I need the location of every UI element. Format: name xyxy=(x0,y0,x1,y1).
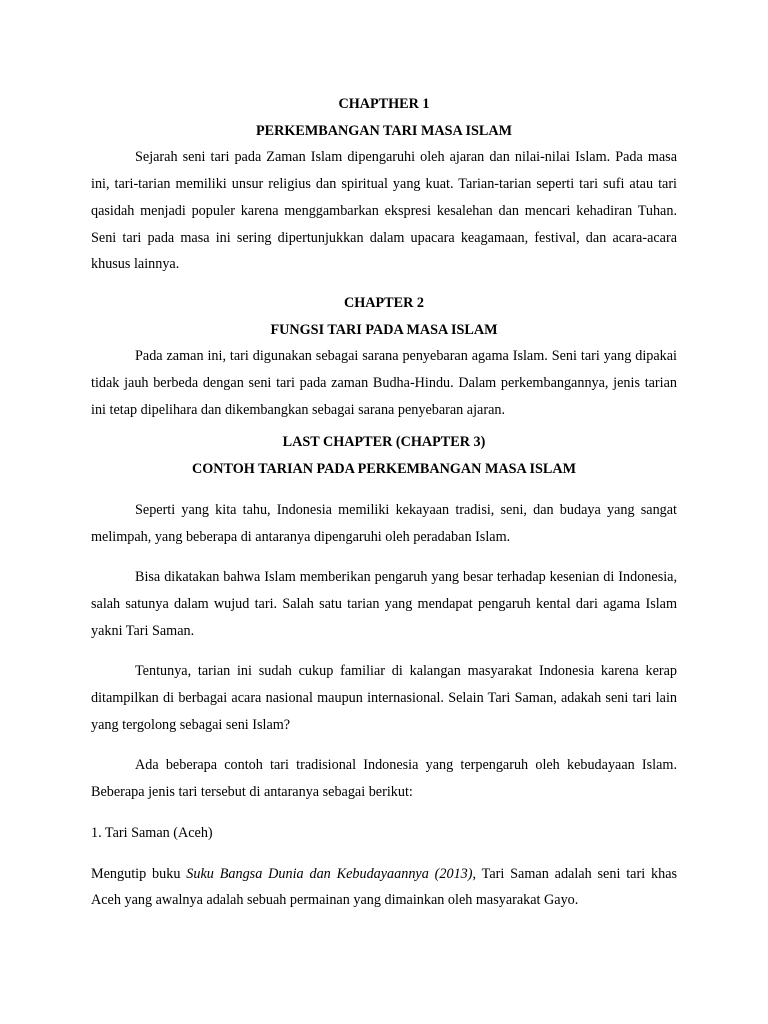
document-body xyxy=(91,91,677,914)
spacer xyxy=(91,483,677,497)
book-title: Suku Bangsa Dunia dan Kebudayaannya (2013), xyxy=(186,865,477,882)
spacer xyxy=(91,644,677,658)
chapter-3-paragraph-3: Tentunya, tarian ini sudah cukup familiar di kalangan masyarakat Indonesia karena kerap ditampilkan di berbagai acara nasional maupun internasional. Selain Tari Saman, adakah seni tari lain yang tergolong sebagai seni Islam? xyxy=(91,663,677,733)
chapter-2-title: CHAPTER 2 xyxy=(343,294,424,311)
chapter-1-title: CHAPTHER 1 xyxy=(338,96,430,112)
spacer xyxy=(91,806,677,820)
quote-lead: Mengutip buku xyxy=(91,865,187,882)
chapter-1-subtitle: PERKEMBANGAN TARI MASA ISLAM xyxy=(255,122,513,139)
spacer xyxy=(91,847,677,861)
chapter-3-subtitle: CONTOH TARIAN PADA PERKEMBANGAN MASA ISLAM xyxy=(191,461,576,478)
chapter-2-paragraph: Pada zaman ini, tari digunakan sebagai sarana penyebaran agama Islam. Seni tari yang dipakai tidak jauh berbeda dengan seni tari pada zaman Budha-Hindu. Dalam perkembangannya, jenis tarian ini tetap dipelihara dan dikembangkan sebagai sarana penyebaran ajaran. xyxy=(91,348,677,418)
chapter-3-paragraph-1: Seperti yang kita tahu, Indonesia memiliki kekayaan tradisi, seni, dan budaya yang sangat melimpah, yang beberapa di antaranya dipengaruhi oleh peradaban Islam. xyxy=(91,501,677,545)
chapter-3-title: LAST CHAPTER (CHAPTER 3) xyxy=(282,434,486,451)
list-item-tari-saman: 1. Tari Saman (Aceh) xyxy=(91,824,213,841)
chapter-3-paragraph-2: Bisa dikatakan bahwa Islam memberikan pengaruh yang besar terhadap kesenian di Indonesia, salah satunya dalam wujud tari. Salah satu tarian yang mendapat pengaruh kental dari agama Islam yakni Tari Saman. xyxy=(91,569,677,639)
chapter-1-paragraph: Sejarah seni tari pada Zaman Islam dipengaruhi oleh ajaran dan nilai-nilai Islam. Pada masa ini, tari-tarian memiliki unsur religius dan spiritual yang kuat. Tarian-tarian seperti tari sufi atau tari qasidah menjadi populer karena menggambarkan ekspresi kesalehan dan mencari kehadiran Tuhan. Seni tari pada masa ini sering dipertunjukkan dalam upacara keagamaan, festival, dan acara-acara khusus lainnya. xyxy=(91,149,677,273)
spacer xyxy=(91,550,677,564)
spacer xyxy=(91,738,677,752)
chapter-3-paragraph-4: Ada beberapa contoh tari tradisional Indonesia yang terpengaruh oleh kebudayaan Islam. Beberapa jenis tari tersebut di antaranya sebagai berikut: xyxy=(91,757,677,801)
chapter-2-subtitle: FUNGSI TARI PADA MASA ISLAM xyxy=(270,321,498,338)
tari-saman-paragraph xyxy=(91,861,677,914)
quote-rest: Tari Saman adalah seni tari khas Aceh yang awalnya adalah sebuah permainan yang dimainkan oleh masyarakat Gayo. xyxy=(91,865,678,909)
spacer xyxy=(91,278,677,290)
